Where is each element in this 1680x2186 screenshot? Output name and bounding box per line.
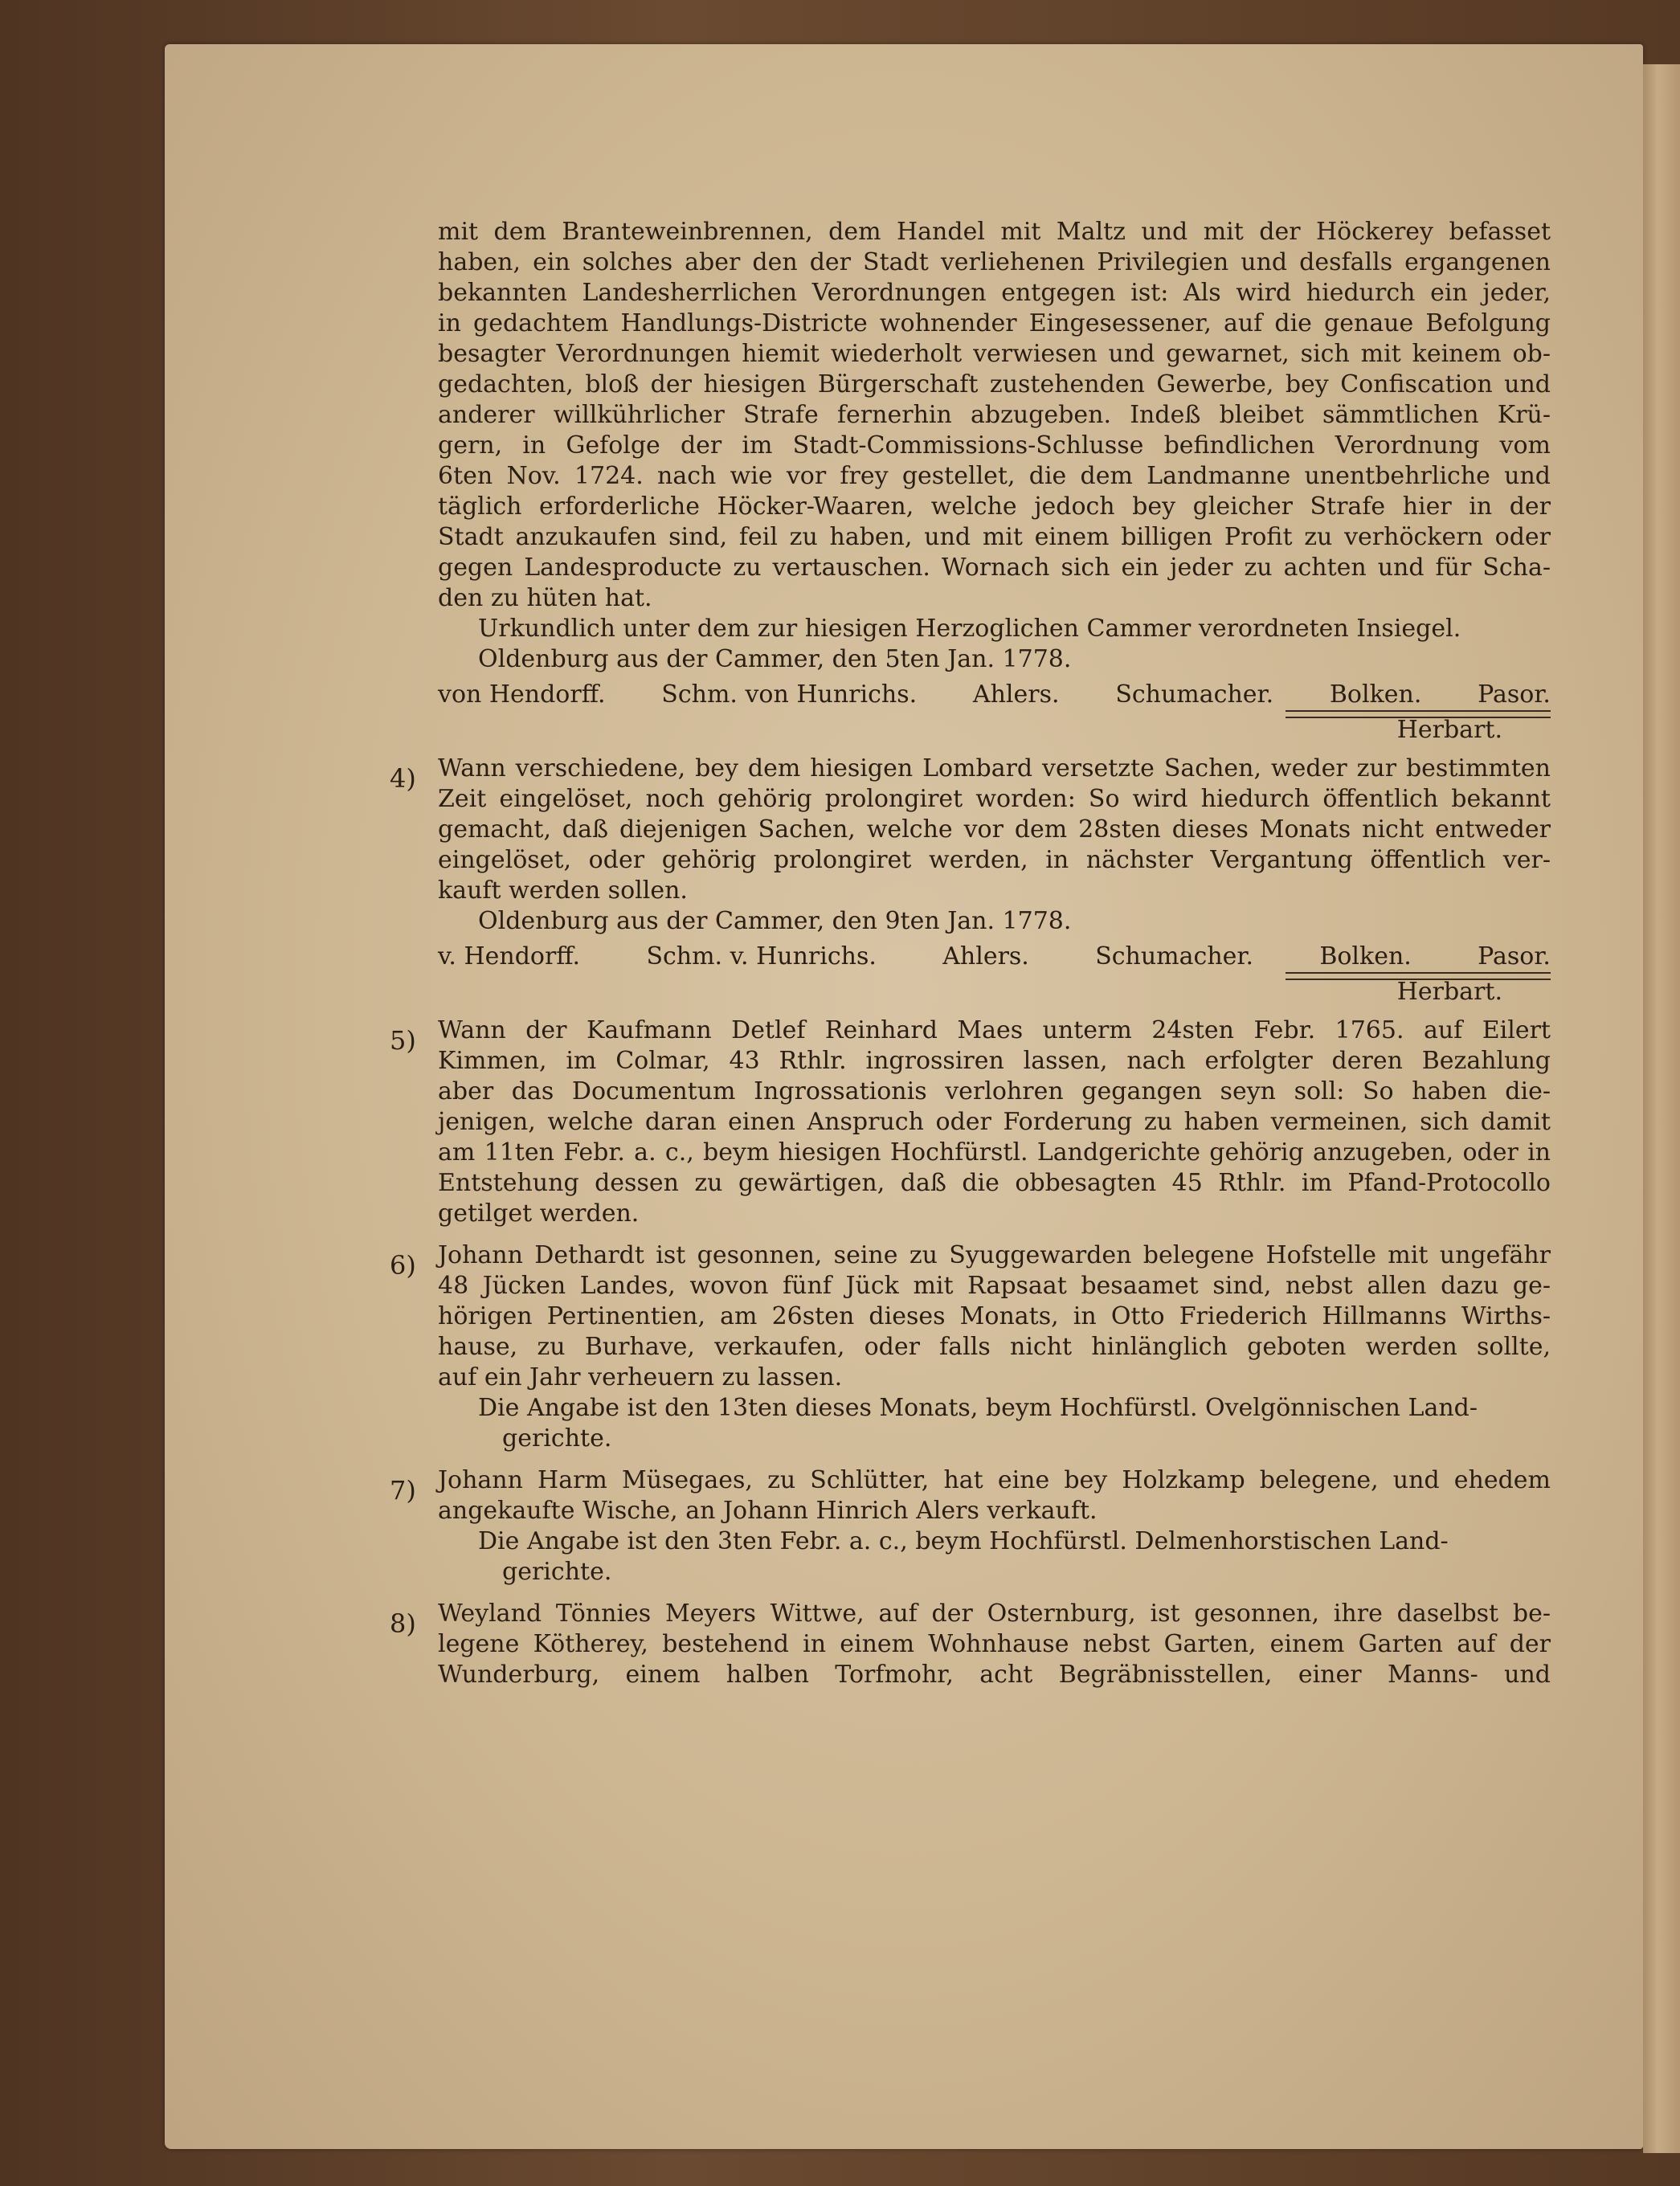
text-line: Wann verschiedene, bey dem hiesigen Lombard versetzte Sachen, weder zur bestimmten bbox=[438, 754, 1551, 782]
signer: Pasor. bbox=[1478, 680, 1551, 709]
entry-number: 4) bbox=[390, 763, 416, 794]
entry-4 bbox=[390, 754, 1551, 1006]
date-line: Oldenburg aus der Cammer, den 5ten Jan. 1778. bbox=[478, 645, 1072, 673]
signer: Pasor. bbox=[1478, 942, 1551, 970]
notice-line: Die Angabe ist den 13ten dieses Monats, beym Hochfürstl. Ovelgönnischen Land- bbox=[478, 1394, 1478, 1422]
signer: Schumacher. bbox=[1095, 942, 1253, 970]
text-line: täglich erforderliche Höcker-Waaren, welche jedoch bey gleicher Strafe hier in der bbox=[438, 492, 1551, 521]
text-line: Wunderburg, einem halben Torfmohr, acht Begräbnisstellen, einer Manns- und bbox=[438, 1661, 1551, 1689]
text-line: hörigen Pertinentien, am 26sten dieses Monats, in Otto Friederich Hillmanns Wirths- bbox=[438, 1302, 1551, 1330]
page-text bbox=[390, 217, 1551, 1690]
text-line: Johann Harm Müsegaes, zu Schlütter, hat eine bey Holzkamp belegene, und ehedem bbox=[438, 1466, 1551, 1494]
text-line: auf ein Jahr verheuern zu lassen. bbox=[438, 1363, 843, 1391]
entry-text bbox=[438, 1465, 1551, 1496]
entry-5 bbox=[390, 1015, 1551, 1229]
signer: Ahlers. bbox=[942, 942, 1029, 970]
text-line: Kimmen, im Colmar, 43 Rthlr. ingrossiren lassen, nach erfolgter deren Bezahlung bbox=[438, 1047, 1551, 1075]
notice-line: gerichte. bbox=[502, 1424, 612, 1453]
entry-text-end bbox=[438, 1199, 1551, 1229]
signer: Ahlers. bbox=[972, 680, 1060, 709]
text-line: 48 Jücken Landes, wovon fünf Jück mit Rapsaat besaamet sind, nebst allen dazu ge- bbox=[438, 1272, 1551, 1300]
text-line: gern, in Gefolge der im Stadt-Commissions-Schlusse befindlichen Verordnung vom bbox=[438, 431, 1551, 460]
signer: Bolken. bbox=[1319, 942, 1412, 970]
entry-text bbox=[438, 1240, 1551, 1363]
text-line: haben, ein solches aber den der Stadt verliehenen Privilegien und desfalls ergangenen bbox=[438, 248, 1551, 276]
text-line: Johann Dethardt ist gesonnen, seine zu Syuggewarden belegene Hofstelle mit ungefähr bbox=[438, 1241, 1551, 1269]
signer: Schumacher. bbox=[1115, 680, 1274, 709]
entry-6 bbox=[390, 1240, 1551, 1454]
entry-text bbox=[438, 1599, 1551, 1690]
countersign-block bbox=[438, 710, 1551, 742]
text-line: gemacht, daß diejenigen Sachen, welche vor dem 28sten dieses Monats nicht entweder bbox=[438, 815, 1551, 844]
text-line: getilget werden. bbox=[438, 1199, 640, 1228]
intro-paragraph bbox=[438, 217, 1551, 583]
notice-line: Die Angabe ist den 3ten Febr. a. c., beym Hochfürstl. Delmenhorstischen Land- bbox=[478, 1527, 1449, 1555]
countersign-block bbox=[438, 972, 1551, 1004]
text-line: hause, zu Burhave, verkaufen, oder falls nicht hinlänglich geboten werden sollte, bbox=[438, 1333, 1551, 1361]
text-line: bekannten Landesherrlichen Verordnungen entgegen ist: Als wird hiedurch ein jeder, bbox=[438, 279, 1551, 307]
entry-7 bbox=[390, 1465, 1551, 1587]
text-line: in gedachtem Handlungs-Districte wohnender Eingesessener, auf die genaue Befolgung bbox=[438, 309, 1551, 337]
text-line: mit dem Branteweinbrennen, dem Handel mit Maltz und mit der Höckerey befasset bbox=[438, 218, 1551, 246]
text-line: Wann der Kaufmann Detlef Reinhard Maes unterm 24sten Febr. 1765. auf Eilert bbox=[438, 1016, 1551, 1044]
signer: Schm. v. Hunrichs. bbox=[646, 942, 877, 970]
text-line: 6ten Nov. 1724. nach wie vor frey gestellet, die dem Landmanne unentbehrliche und bbox=[438, 462, 1551, 490]
text-line: Stadt anzukaufen sind, feil zu haben, und mit einem billigen Profit zu verhöckern oder bbox=[438, 523, 1551, 551]
entry-number: 7) bbox=[390, 1475, 416, 1506]
seal-line: Urkundlich unter dem zur hiesigen Herzoglichen Cammer verordneten Insiegel. bbox=[478, 615, 1461, 643]
signatures-row bbox=[438, 942, 1551, 972]
entry-text-end bbox=[438, 876, 1551, 937]
signer: von Hendorff. bbox=[438, 680, 606, 709]
countersign: Herbart. bbox=[1396, 716, 1502, 744]
countersign: Herbart. bbox=[1396, 978, 1502, 1006]
text-line: Entstehung dessen zu gewärtigen, daß die obbesagten 45 Rthlr. im Pfand-Protocollo bbox=[438, 1169, 1551, 1197]
text-line: Weyland Tönnies Meyers Wittwe, auf der Osternburg, ist gesonnen, ihre daselbst be- bbox=[438, 1600, 1551, 1628]
entry-text bbox=[438, 754, 1551, 876]
entry-number: 5) bbox=[390, 1025, 416, 1056]
text-line: angekaufte Wische, an Johann Hinrich Alers verkauft. bbox=[438, 1497, 1098, 1525]
text-line: am 11ten Febr. a. c., beym hiesigen Hochfürstl. Landgerichte gehörig anzugeben, oder in bbox=[438, 1138, 1551, 1167]
text-line: kauft werden sollen. bbox=[438, 876, 688, 905]
signer: v. Hendorff. bbox=[438, 942, 581, 970]
adjacent-page-edge bbox=[1643, 64, 1680, 2153]
text-line: jenigen, welche daran einen Anspruch oder Forderung zu haben vermeinen, sich damit bbox=[438, 1108, 1551, 1136]
notice-line: gerichte. bbox=[502, 1558, 612, 1586]
entry-text-end bbox=[438, 1363, 1551, 1454]
text-line: eingelöset, oder gehörig prolongiret werden, in nächster Vergantung öffentlich ver- bbox=[438, 846, 1551, 874]
text-line: den zu hüten hat. bbox=[438, 584, 652, 612]
text-line: anderer willkührlicher Strafe fernerhin abzugeben. Indeß bleibet sämmtlichen Krü- bbox=[438, 401, 1551, 429]
text-line: besagter Verordnungen hiemit wiederholt verwiesen und gewarnet, sich mit keinem ob- bbox=[438, 340, 1551, 368]
entry-number: 6) bbox=[390, 1250, 416, 1281]
entry-text bbox=[438, 1015, 1551, 1199]
entry-text-end bbox=[438, 1496, 1551, 1587]
date-line: Oldenburg aus der Cammer, den 9ten Jan. 1778. bbox=[478, 907, 1072, 935]
text-line: legene Kötherey, bestehend in einem Wohnhause nebst Garten, einem Garten auf der bbox=[438, 1630, 1551, 1658]
text-line: gegen Landesproducte zu vertauschen. Wornach sich ein jeder zu achten und für Scha- bbox=[438, 554, 1551, 582]
entry-number: 8) bbox=[390, 1608, 416, 1639]
intro-paragraph-end bbox=[438, 583, 1551, 675]
signer: Schm. von Hunrichs. bbox=[661, 680, 918, 709]
text-line: Zeit eingelöset, noch gehörig prolongiret worden: So wird hiedurch öffentlich bekannt bbox=[438, 785, 1551, 813]
text-line: gedachten, bloß der hiesigen Bürgerschaft zustehenden Gewerbe, bey Confiscation und bbox=[438, 370, 1551, 398]
signatures-row bbox=[438, 680, 1551, 710]
text-line: aber das Documentum Ingrossationis verlohren gegangen seyn soll: So haben die- bbox=[438, 1077, 1551, 1105]
entry-8 bbox=[390, 1599, 1551, 1690]
signer: Bolken. bbox=[1329, 680, 1422, 709]
